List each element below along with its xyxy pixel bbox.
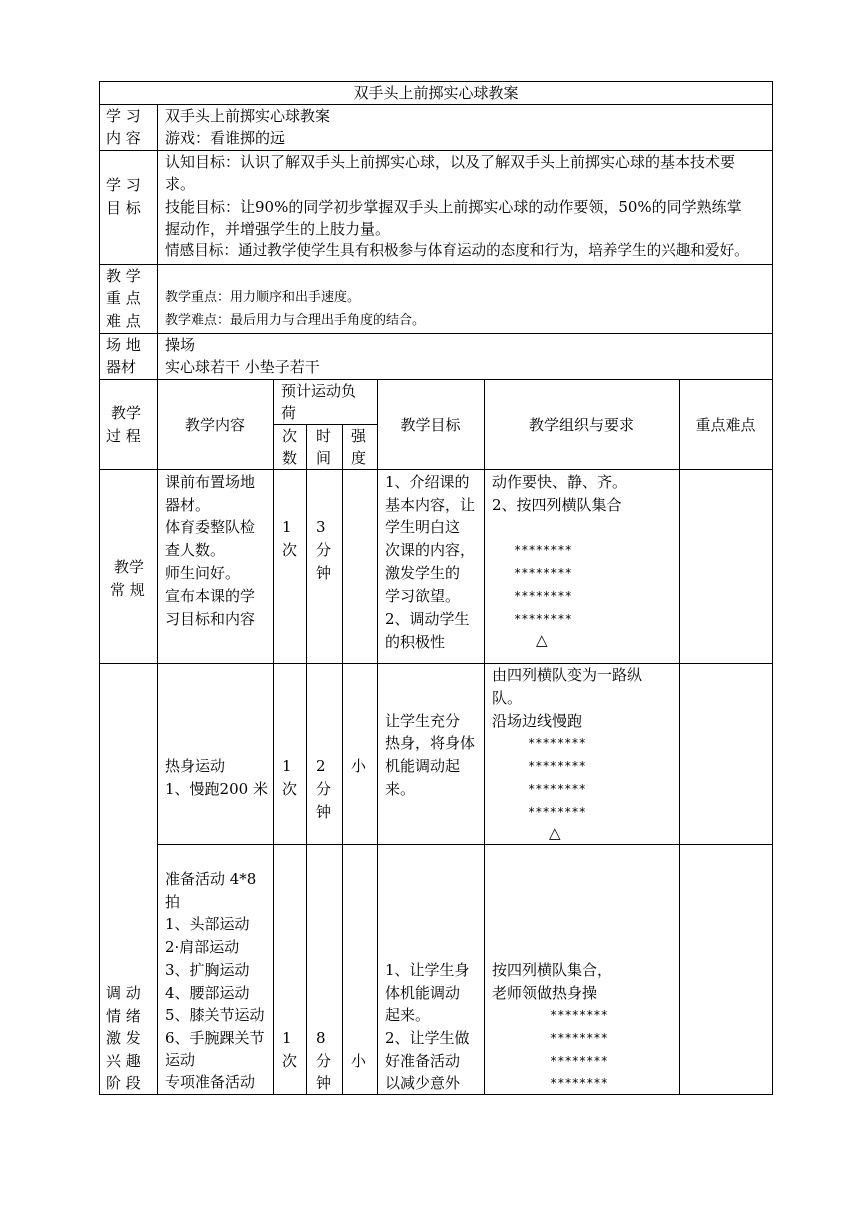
goals-row-text: 认知目标：认识了解双手头上前掷实心球，以及了解双手头上前掷实心球的基本技术要 bbox=[165, 153, 736, 171]
section2-organization: 沿场边线慢跑 bbox=[492, 712, 583, 730]
section2-duration: 2 bbox=[316, 757, 326, 775]
section3-formation-row: ******** bbox=[550, 1031, 608, 1045]
table-rule bbox=[99, 264, 773, 265]
section2-duration: 分 bbox=[316, 780, 332, 798]
table-rule bbox=[99, 379, 773, 380]
header-content: 教学内容 bbox=[184, 416, 245, 434]
section1-objective: 学生明白这 bbox=[385, 518, 461, 536]
keypoints-row-label: 教 学 bbox=[106, 267, 141, 285]
section2-formation-row: ******** bbox=[528, 736, 586, 750]
section1-objective: 次课的内容， bbox=[385, 541, 476, 559]
keypoints-row-label: 难 点 bbox=[106, 312, 141, 330]
section3-duration: 8 bbox=[316, 1029, 326, 1047]
header-focus: 重点难点 bbox=[695, 416, 756, 434]
section1-objective: 激发学生的 bbox=[385, 564, 461, 582]
table-border-left bbox=[99, 81, 100, 1095]
section3-duration: 分 bbox=[316, 1052, 332, 1070]
section1-objective: 学习欲望。 bbox=[385, 587, 461, 605]
section2-organization: 由四列横队变为一路纵 bbox=[492, 666, 643, 684]
header-duration: 时 bbox=[316, 427, 332, 445]
section3-content: 拍 bbox=[165, 893, 181, 911]
section1-times: 1 bbox=[282, 518, 292, 536]
section2-objective: 让学生充分 bbox=[385, 712, 461, 730]
teacher-position-icon: △ bbox=[549, 824, 561, 842]
table-rule bbox=[377, 379, 378, 1095]
section3-content: 3、扩胸运动 bbox=[165, 961, 250, 979]
section2-formation-row: ******** bbox=[528, 805, 586, 819]
content-row-label: 学 习 bbox=[106, 107, 141, 125]
venue-row-label: 场 地 bbox=[106, 336, 141, 354]
section3-content: 6、手腕踝关节 bbox=[165, 1029, 265, 1047]
section2-objective: 来。 bbox=[385, 780, 416, 798]
section1-formation-row: ******** bbox=[514, 589, 572, 603]
section1-process: 教学 bbox=[114, 558, 145, 576]
section1-objective: 的积极性 bbox=[385, 633, 446, 651]
table-rule bbox=[99, 469, 773, 470]
table-rule bbox=[99, 333, 773, 334]
header-process: 过 程 bbox=[106, 427, 141, 445]
header-intensity: 强 bbox=[351, 427, 367, 445]
header-duration: 间 bbox=[316, 449, 332, 467]
goals-row-text: 握动作，并增强学生的上肢力量。 bbox=[165, 220, 391, 238]
goals-row-text: 情感目标：通过教学使学生具有积极参与体育运动的态度和行为，培养学生的兴趣和爱好。 bbox=[165, 242, 749, 259]
section3-organization: 按四列横队集合， bbox=[492, 961, 613, 979]
section3-formation-row: ******** bbox=[550, 1076, 608, 1090]
section1-formation-row: ******** bbox=[514, 543, 572, 557]
section3-objective: 起来。 bbox=[385, 1006, 431, 1024]
section3-duration: 钟 bbox=[316, 1074, 332, 1092]
header-objective: 教学目标 bbox=[400, 416, 461, 434]
venue-row-label: 器材 bbox=[106, 358, 137, 376]
table-rule bbox=[157, 844, 773, 845]
section2-intensity: 小 bbox=[351, 757, 367, 775]
section1-formation-row: ******** bbox=[514, 612, 572, 626]
section1-organization: 2、按四列横队集合 bbox=[492, 496, 622, 514]
section3-organization: 老师领做热身操 bbox=[492, 984, 598, 1002]
section3-process: 调 动 bbox=[106, 984, 141, 1002]
section3-objective: 1、让学生身 bbox=[385, 961, 470, 979]
table-rule bbox=[273, 379, 274, 1095]
section2-times: 1 bbox=[282, 757, 292, 775]
section1-process: 常 规 bbox=[110, 581, 145, 599]
table-border-right bbox=[772, 81, 773, 1095]
section3-formation-row: ******** bbox=[550, 1008, 608, 1022]
section3-objective: 好准备活动 bbox=[385, 1052, 461, 1070]
section1-content: 课前布置场地 bbox=[165, 473, 256, 491]
document-title: 双手头上前掷实心球教案 bbox=[353, 84, 519, 102]
section1-duration: 钟 bbox=[316, 564, 332, 582]
goals-row-label: 目 标 bbox=[106, 199, 141, 217]
table-rule bbox=[99, 663, 773, 664]
header-times: 次 bbox=[282, 427, 298, 445]
section3-times: 次 bbox=[282, 1052, 298, 1070]
keypoints-row-text: 教学重点：用力顺序和出手速度。 bbox=[165, 290, 361, 305]
section3-process: 激 发 bbox=[106, 1029, 141, 1047]
section3-content: 4、腰部运动 bbox=[165, 984, 250, 1002]
table-rule bbox=[484, 379, 485, 1095]
section1-content: 器材。 bbox=[165, 496, 211, 514]
section2-content: 1、慢跑200 米 bbox=[165, 780, 268, 798]
section1-formation-row: ******** bbox=[514, 566, 572, 580]
venue-row-text: 实心球若干 小垫子若干 bbox=[165, 358, 320, 376]
section1-objective: 基本内容，让 bbox=[385, 496, 476, 514]
section3-process: 情 绪 bbox=[106, 1007, 141, 1025]
header-times: 数 bbox=[282, 449, 298, 467]
goals-row-text: 求。 bbox=[165, 175, 196, 193]
section3-content: 准备活动 4*8 bbox=[165, 870, 257, 888]
section3-content: 2·肩部运动 bbox=[165, 938, 240, 956]
content-row-text: 游戏：看谁掷的远 bbox=[165, 129, 286, 147]
section3-content: 运动 bbox=[165, 1051, 196, 1069]
section1-content: 宣布本课的学 bbox=[165, 587, 256, 605]
section3-content: 5、膝关节运动 bbox=[165, 1006, 265, 1024]
section2-formation-row: ******** bbox=[528, 759, 586, 773]
section2-organization: 队。 bbox=[492, 689, 523, 707]
section1-duration: 3 bbox=[316, 518, 326, 536]
section1-content: 体育委整队检 bbox=[165, 518, 256, 536]
content-row-label: 内 容 bbox=[106, 129, 141, 147]
section1-content: 师生问好。 bbox=[165, 564, 241, 582]
section1-times: 次 bbox=[282, 541, 298, 559]
section1-organization: 动作要快、静、齐。 bbox=[492, 473, 628, 491]
section3-objective: 体机能调动 bbox=[385, 984, 461, 1002]
section3-objective: 以减少意外 bbox=[385, 1074, 461, 1092]
section3-objective: 2、让学生做 bbox=[385, 1029, 470, 1047]
section1-content: 习目标和内容 bbox=[165, 610, 256, 628]
section3-times: 1 bbox=[282, 1029, 292, 1047]
section1-objective: 1、介绍课的 bbox=[385, 473, 470, 491]
section2-content: 热身运动 bbox=[165, 757, 226, 775]
keypoints-row-text: 教学难点：最后用力与合理出手角度的结合。 bbox=[165, 313, 426, 328]
goals-row-text: 技能目标：让90%的同学初步掌握双手头上前掷实心球的动作要领，50%的同学熟练掌 bbox=[165, 198, 742, 216]
section3-process: 阶 段 bbox=[106, 1074, 141, 1092]
header-load: 荷 bbox=[281, 404, 297, 422]
header-intensity: 度 bbox=[351, 449, 367, 467]
section2-duration: 钟 bbox=[316, 803, 332, 821]
content-row-text: 双手头上前掷实心球教案 bbox=[165, 107, 331, 125]
section2-times: 次 bbox=[282, 780, 298, 798]
header-process: 教学 bbox=[111, 404, 142, 422]
section1-objective: 2、调动学生 bbox=[385, 610, 470, 628]
keypoints-row-label: 重 点 bbox=[106, 289, 141, 307]
table-rule bbox=[679, 379, 680, 1095]
table-rule bbox=[342, 424, 343, 1095]
section3-content: 1、头部运动 bbox=[165, 915, 250, 933]
teacher-position-icon: △ bbox=[536, 631, 548, 649]
section2-formation-row: ******** bbox=[528, 782, 586, 796]
section3-formation-row: ******** bbox=[550, 1054, 608, 1068]
section1-content: 查人数。 bbox=[165, 541, 226, 559]
venue-row-text: 操场 bbox=[165, 336, 196, 354]
goals-row-label: 学 习 bbox=[106, 176, 141, 194]
section2-objective: 机能调动起 bbox=[385, 757, 461, 775]
table-rule bbox=[157, 104, 158, 1095]
table-rule bbox=[306, 424, 307, 1095]
section3-intensity: 小 bbox=[351, 1052, 367, 1070]
header-organization: 教学组织与要求 bbox=[528, 416, 634, 434]
section1-duration: 分 bbox=[316, 541, 332, 559]
section3-content: 专项准备活动 bbox=[165, 1073, 256, 1091]
header-load: 预计运动负 bbox=[281, 382, 357, 400]
section3-process: 兴 趣 bbox=[106, 1052, 141, 1070]
section2-objective: 热身，将身体 bbox=[385, 734, 476, 752]
